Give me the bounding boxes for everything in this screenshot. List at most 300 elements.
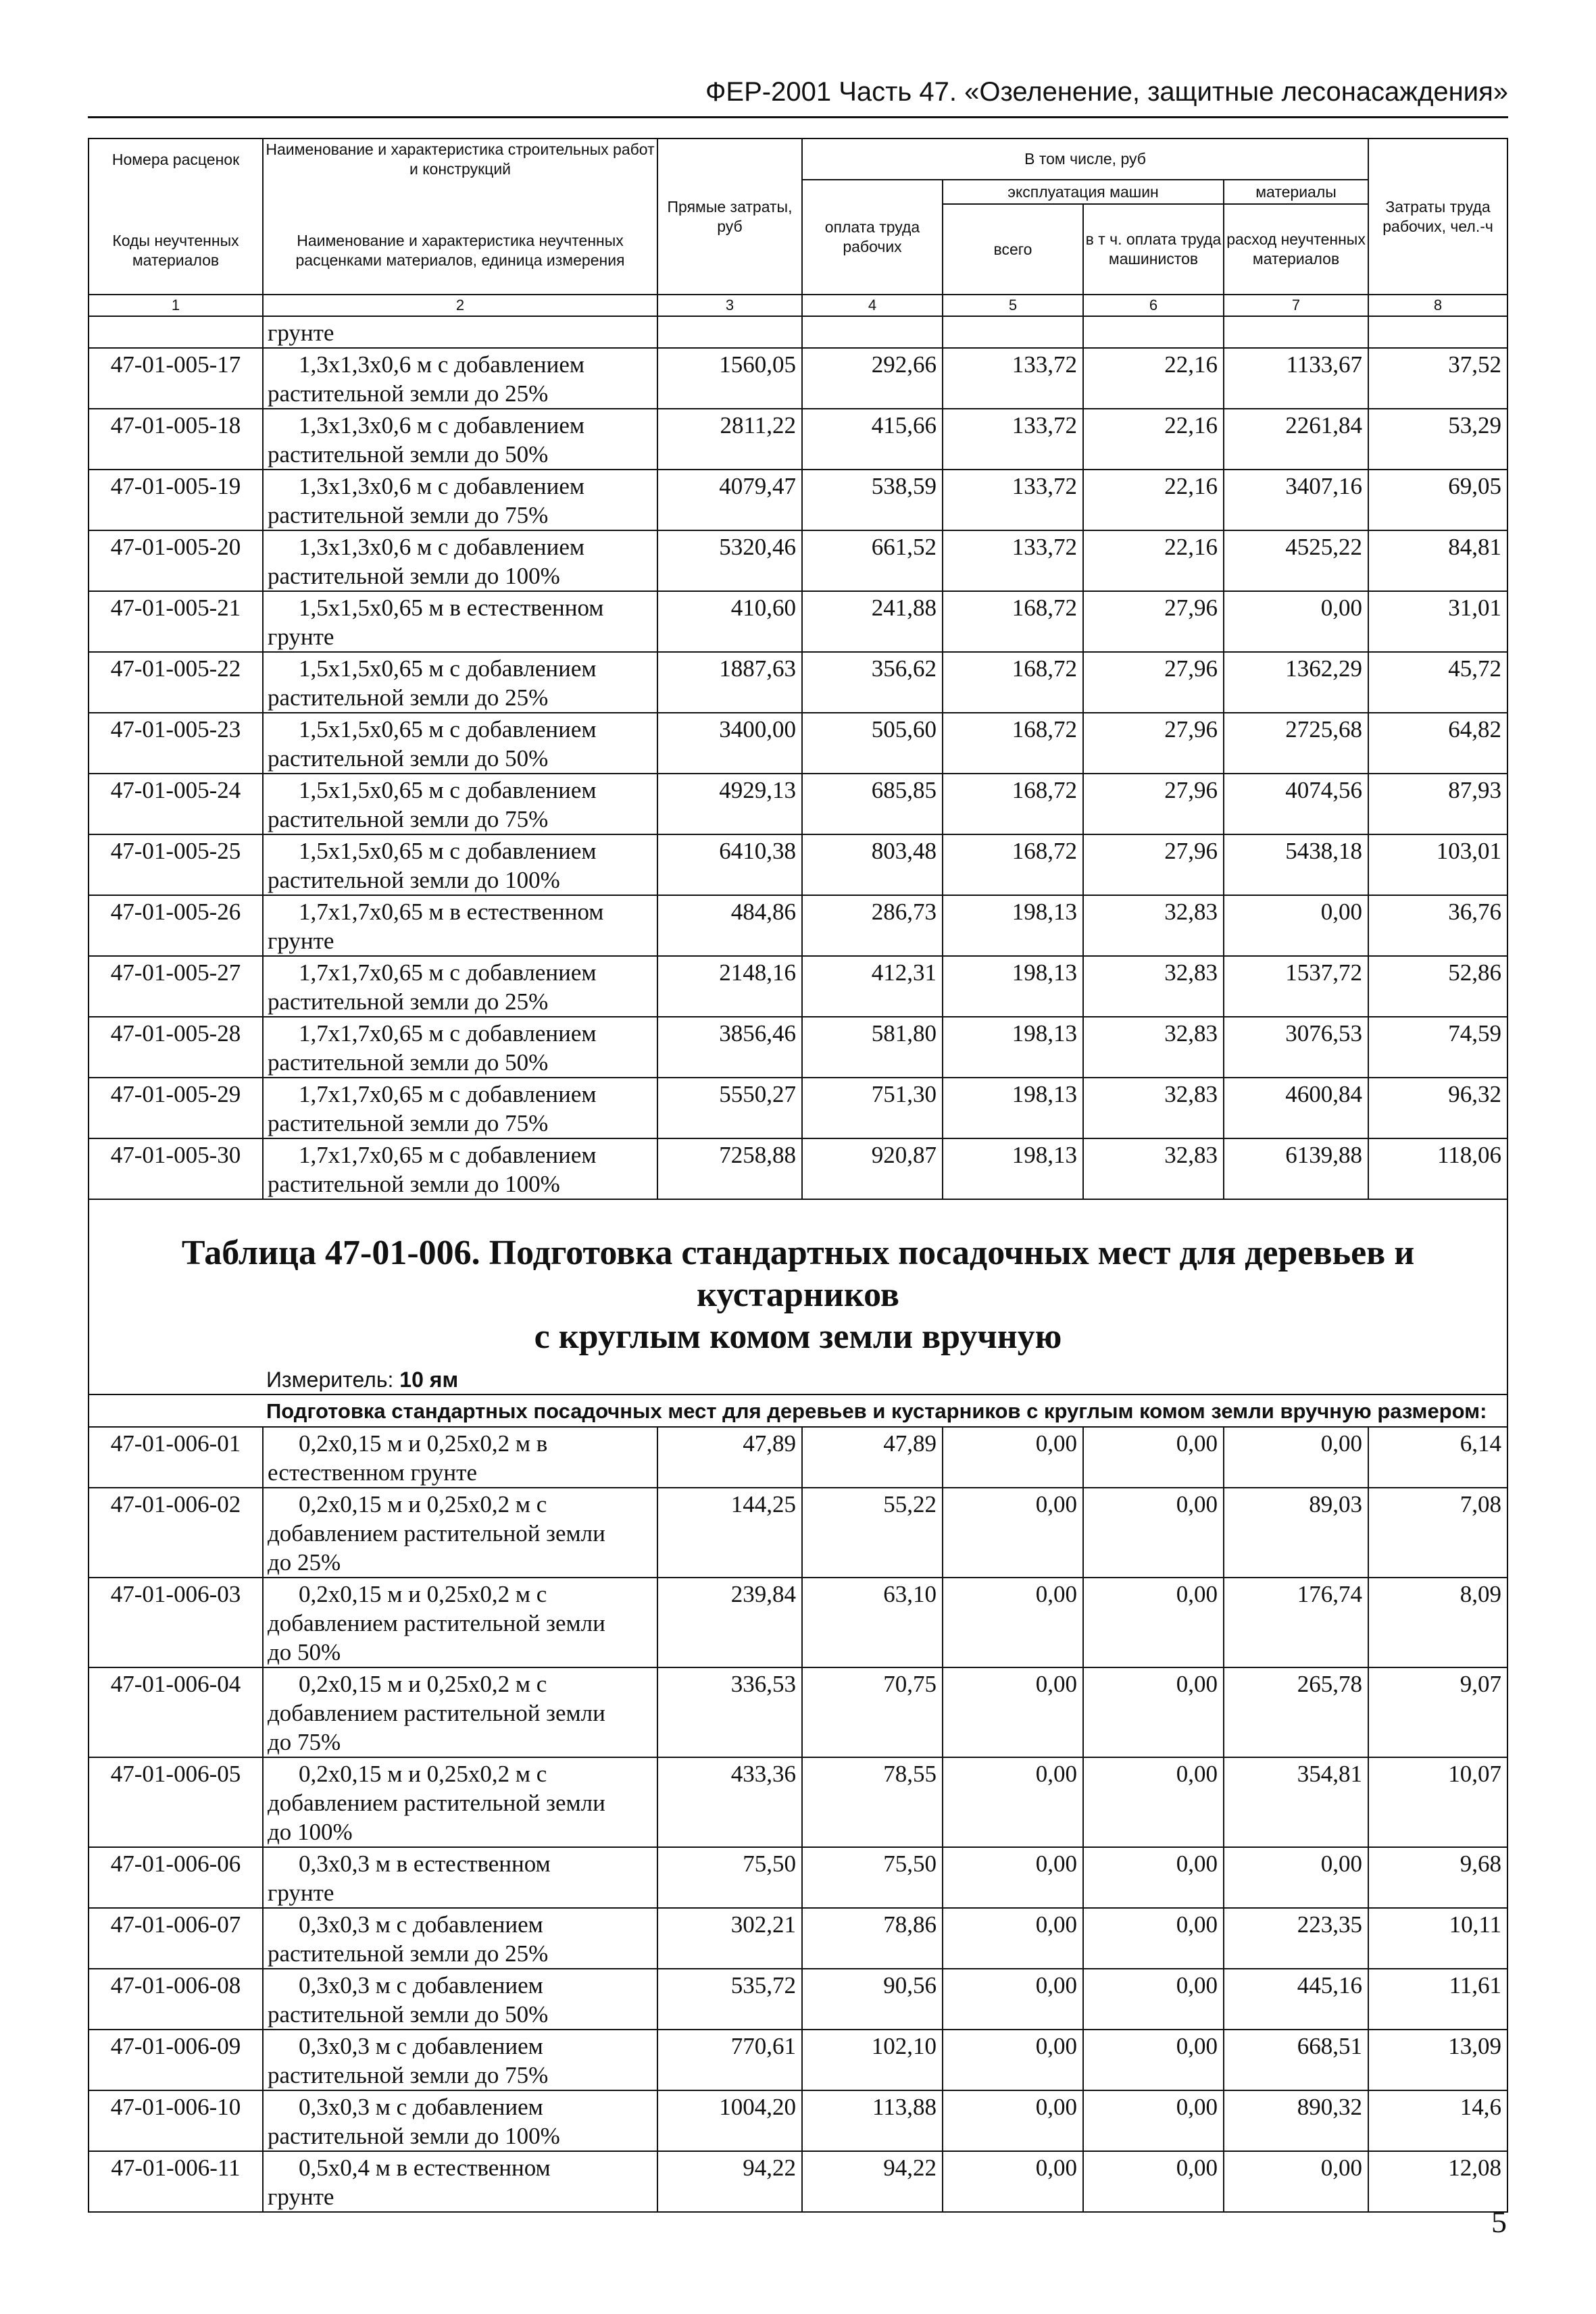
- material-consumption-value: 4074,56: [1224, 774, 1368, 834]
- machines-total-value: 0,00: [943, 1847, 1083, 1908]
- rate-code: 47-01-005-25: [89, 834, 263, 895]
- measure-unit: [89, 1358, 1507, 1394]
- description-line: 1,3x1,3x0,6 м с добавлением: [299, 534, 585, 560]
- column-numbers-row: [89, 295, 1507, 316]
- worker-pay-value: 356,62: [802, 652, 943, 713]
- direct-costs-value: 144,25: [657, 1488, 802, 1578]
- material-consumption-value: 176,74: [1224, 1578, 1368, 1667]
- header-title: ФЕР-2001 Часть 47. «Озеленение, защитные лесонасаждения»: [705, 77, 1508, 107]
- header-machine-operation: эксплуатация машин: [943, 180, 1224, 204]
- description-line: 0,2x0,15 м и 0,25x0,2 м с: [299, 1491, 547, 1517]
- machines-total-value: 0,00: [943, 1427, 1083, 1488]
- direct-costs-value: 535,72: [657, 1969, 802, 2030]
- description-line: растительной земли до 25%: [268, 988, 549, 1015]
- worker-pay-value: 920,87: [802, 1138, 943, 1199]
- description-line: 1,3x1,3x0,6 м с добавлением: [299, 412, 585, 438]
- description-line: растительной земли до 25%: [268, 1940, 549, 1967]
- direct-costs-value: 302,21: [657, 1908, 802, 1969]
- direct-costs-value: 1560,05: [657, 348, 802, 409]
- material-consumption-value: 2261,84: [1224, 409, 1368, 470]
- table-row: [89, 1847, 1507, 1908]
- table-row: [89, 591, 1507, 652]
- labor-hours-value: 36,76: [1368, 895, 1507, 956]
- description-line: добавлением растительной земли: [268, 1790, 605, 1816]
- machinist-pay-value: 32,83: [1083, 1017, 1224, 1078]
- worker-pay-value: 113,88: [802, 2090, 943, 2151]
- machinist-pay-value: 0,00: [1083, 1847, 1224, 1908]
- rate-description: [263, 1578, 657, 1667]
- worker-pay-value: 75,50: [802, 1847, 943, 1908]
- description-line: 1,5x1,5x0,65 м с добавлением: [299, 655, 597, 682]
- column-number: 3: [657, 295, 802, 316]
- worker-pay-value: 538,59: [802, 470, 943, 530]
- direct-costs-value: 2811,22: [657, 409, 802, 470]
- description-line: 1,7x1,7x0,65 м с добавлением: [299, 1020, 597, 1047]
- labor-hours-value: 45,72: [1368, 652, 1507, 713]
- description-line: 0,3x0,3 м с добавлением: [299, 2094, 543, 2120]
- description-line: растительной земли до 100%: [268, 2123, 560, 2149]
- labor-hours-value: 96,32: [1368, 1078, 1507, 1138]
- machinist-pay-value: 0,00: [1083, 2151, 1224, 2212]
- direct-costs-value: 6410,38: [657, 834, 802, 895]
- rate-code: 47-01-005-29: [89, 1078, 263, 1138]
- machines-total-value: 168,72: [943, 713, 1083, 774]
- measure-value: 10 ям: [399, 1367, 459, 1392]
- machinist-pay-value: 0,00: [1083, 1908, 1224, 1969]
- worker-pay-value: 63,10: [802, 1578, 943, 1667]
- machines-total-value: 198,13: [943, 1138, 1083, 1199]
- labor-hours-value: 69,05: [1368, 470, 1507, 530]
- rate-code: 47-01-005-17: [89, 348, 263, 409]
- machines-total-value: 168,72: [943, 591, 1083, 652]
- direct-costs-value: 770,61: [657, 2030, 802, 2090]
- machinist-pay-value: 0,00: [1083, 1578, 1224, 1667]
- table-row: [89, 409, 1507, 470]
- labor-hours-value: 84,81: [1368, 530, 1507, 591]
- worker-pay-value: 94,22: [802, 2151, 943, 2212]
- machines-total-value: 168,72: [943, 652, 1083, 713]
- machinist-pay-value: 22,16: [1083, 348, 1224, 409]
- description-line: добавлением растительной земли: [268, 1700, 605, 1726]
- labor-hours-value: 118,06: [1368, 1138, 1507, 1199]
- description-line: растительной земли до 100%: [268, 563, 560, 589]
- machines-total-value: 0,00: [943, 1578, 1083, 1667]
- machinist-pay-value: 27,96: [1083, 591, 1224, 652]
- rate-code: 47-01-005-23: [89, 713, 263, 774]
- rate-code: 47-01-006-02: [89, 1488, 263, 1578]
- rate-description: [263, 1017, 657, 1078]
- rate-code: 47-01-006-08: [89, 1969, 263, 2030]
- direct-costs-value: 47,89: [657, 1427, 802, 1488]
- machines-total-value: 198,13: [943, 1017, 1083, 1078]
- description-line: растительной земли до 25%: [268, 380, 549, 407]
- table-row: [89, 1667, 1507, 1757]
- description-line: добавлением растительной земли: [268, 1610, 605, 1636]
- labor-hours-value: 12,08: [1368, 2151, 1507, 2212]
- description-line: растительной земли до 75%: [268, 1110, 549, 1136]
- header-machines-total: всего: [943, 204, 1083, 295]
- material-consumption-value: 445,16: [1224, 1969, 1368, 2030]
- description-line: 1,5x1,5x0,65 м в естественном: [299, 595, 604, 621]
- direct-costs-value: 75,50: [657, 1847, 802, 1908]
- worker-pay-value: 661,52: [802, 530, 943, 591]
- description-line: добавлением растительной земли: [268, 1520, 605, 1546]
- labor-hours-value: 37,52: [1368, 348, 1507, 409]
- machines-total-value: 0,00: [943, 1908, 1083, 1969]
- section-title-row: [89, 1199, 1507, 1394]
- labor-hours-value: 74,59: [1368, 1017, 1507, 1078]
- machinist-pay-value: 27,96: [1083, 713, 1224, 774]
- labor-hours-value: 52,86: [1368, 956, 1507, 1017]
- description-line: 1,7x1,7x0,65 м с добавлением: [299, 1142, 597, 1168]
- table-row: [89, 2030, 1507, 2090]
- worker-pay-value: 78,55: [802, 1757, 943, 1847]
- table-row: [89, 1757, 1507, 1847]
- rate-description: [263, 1138, 657, 1199]
- labor-hours-value: 8,09: [1368, 1578, 1507, 1667]
- machinist-pay-value: 32,83: [1083, 895, 1224, 956]
- table-row: [89, 1138, 1507, 1199]
- header-materials: материалы: [1224, 180, 1368, 204]
- direct-costs-value: 410,60: [657, 591, 802, 652]
- rate-description: [263, 1078, 657, 1138]
- rate-code: 47-01-005-30: [89, 1138, 263, 1199]
- description-line: растительной земли до 50%: [268, 2001, 549, 2028]
- header-material-consumption: расход неучтенных материалов: [1224, 204, 1368, 295]
- carryover-text: грунте: [263, 316, 657, 348]
- worker-pay-value: 803,48: [802, 834, 943, 895]
- description-line: растительной земли до 50%: [268, 1049, 549, 1076]
- labor-hours-value: 7,08: [1368, 1488, 1507, 1578]
- table-row: [89, 834, 1507, 895]
- description-line: 0,2x0,15 м и 0,25x0,2 м в: [299, 1430, 548, 1457]
- machinist-pay-value: 32,83: [1083, 1138, 1224, 1199]
- description-line: растительной земли до 100%: [268, 867, 560, 893]
- table-row: [89, 470, 1507, 530]
- description-line: 0,5x0,4 м в естественном: [299, 2155, 551, 2181]
- column-number: 5: [943, 295, 1083, 316]
- material-consumption-value: 2725,68: [1224, 713, 1368, 774]
- header-direct-costs: Прямые затраты, руб: [657, 139, 802, 295]
- direct-costs-value: 336,53: [657, 1667, 802, 1757]
- labor-hours-value: 9,07: [1368, 1667, 1507, 1757]
- description-line: до 50%: [268, 1639, 341, 1665]
- table-row: [89, 713, 1507, 774]
- description-line: растительной земли до 50%: [268, 441, 549, 468]
- direct-costs-value: 2148,16: [657, 956, 802, 1017]
- labor-hours-value: 9,68: [1368, 1847, 1507, 1908]
- rate-description: [263, 1847, 657, 1908]
- labor-hours-value: 11,61: [1368, 1969, 1507, 2030]
- labor-hours-value: 103,01: [1368, 834, 1507, 895]
- carryover-row: [89, 316, 1507, 348]
- machines-total-value: 198,13: [943, 1078, 1083, 1138]
- description-line: растительной земли до 100%: [268, 1171, 560, 1197]
- rate-description: [263, 2151, 657, 2212]
- worker-pay-value: 70,75: [802, 1667, 943, 1757]
- machines-total-value: 168,72: [943, 774, 1083, 834]
- description-line: растительной земли до 75%: [268, 502, 549, 528]
- rate-description: [263, 834, 657, 895]
- rate-description: [263, 2030, 657, 2090]
- material-consumption-value: 3407,16: [1224, 470, 1368, 530]
- rate-code: 47-01-005-21: [89, 591, 263, 652]
- worker-pay-value: 415,66: [802, 409, 943, 470]
- table-row: [89, 1427, 1507, 1488]
- labor-hours-value: 14,6: [1368, 2090, 1507, 2151]
- page-number: 5: [1491, 2205, 1507, 2239]
- machines-total-value: 168,72: [943, 834, 1083, 895]
- section-title-cell: [89, 1199, 1507, 1394]
- table-title-line1: Таблица 47-01-006. Подготовка стандартных посадочных мест для деревьев и кустарников: [181, 1234, 1415, 1314]
- rate-description: [263, 1488, 657, 1578]
- table-row: [89, 956, 1507, 1017]
- direct-costs-value: 5320,46: [657, 530, 802, 591]
- machinist-pay-value: 27,96: [1083, 834, 1224, 895]
- machinist-pay-value: 32,83: [1083, 1078, 1224, 1138]
- rate-description: [263, 713, 657, 774]
- table-row: [89, 1969, 1507, 2030]
- description-line: 0,3x0,3 м с добавлением: [299, 1972, 543, 1998]
- table-row: [89, 1488, 1507, 1578]
- rate-code: 47-01-005-28: [89, 1017, 263, 1078]
- material-consumption-value: 223,35: [1224, 1908, 1368, 1969]
- machinist-pay-value: 27,96: [1083, 774, 1224, 834]
- description-line: грунте: [268, 928, 334, 954]
- direct-costs-value: 3856,46: [657, 1017, 802, 1078]
- material-consumption-value: 1133,67: [1224, 348, 1368, 409]
- worker-pay-value: 78,86: [802, 1908, 943, 1969]
- machines-total-value: 0,00: [943, 1969, 1083, 2030]
- rate-code: 47-01-006-05: [89, 1757, 263, 1847]
- direct-costs-value: 433,36: [657, 1757, 802, 1847]
- description-line: 1,3x1,3x0,6 м с добавлением: [299, 473, 585, 499]
- machinist-pay-value: 22,16: [1083, 470, 1224, 530]
- header-work-name: Наименование и характеристика строительных работ и конструкций: [263, 139, 657, 180]
- worker-pay-value: 47,89: [802, 1427, 943, 1488]
- description-line: 0,2x0,15 м и 0,25x0,2 м с: [299, 1581, 547, 1607]
- labor-hours-value: 53,29: [1368, 409, 1507, 470]
- machines-total-value: 133,72: [943, 348, 1083, 409]
- description-line: грунте: [268, 624, 334, 650]
- labor-hours-value: 10,11: [1368, 1908, 1507, 1969]
- material-consumption-value: 3076,53: [1224, 1017, 1368, 1078]
- rate-code: 47-01-006-01: [89, 1427, 263, 1488]
- direct-costs-value: 7258,88: [657, 1138, 802, 1199]
- material-consumption-value: 4525,22: [1224, 530, 1368, 591]
- machinist-pay-value: 0,00: [1083, 2030, 1224, 2090]
- rate-description: [263, 1667, 657, 1757]
- material-consumption-value: 4600,84: [1224, 1078, 1368, 1138]
- description-line: 1,7x1,7x0,65 м в естественном: [299, 899, 604, 925]
- rate-code: 47-01-005-27: [89, 956, 263, 1017]
- table-row: [89, 530, 1507, 591]
- material-consumption-value: 0,00: [1224, 2151, 1368, 2212]
- table-row: [89, 1078, 1507, 1138]
- worker-pay-value: 292,66: [802, 348, 943, 409]
- rate-code: 47-01-006-07: [89, 1908, 263, 1969]
- description-line: до 25%: [268, 1549, 341, 1576]
- machines-total-value: 0,00: [943, 2151, 1083, 2212]
- rate-description: [263, 1427, 657, 1488]
- rate-code: 47-01-006-06: [89, 1847, 263, 1908]
- material-consumption-value: 1362,29: [1224, 652, 1368, 713]
- material-consumption-value: 5438,18: [1224, 834, 1368, 895]
- rate-code: 47-01-005-22: [89, 652, 263, 713]
- material-consumption-value: 0,00: [1224, 591, 1368, 652]
- material-consumption-value: 354,81: [1224, 1757, 1368, 1847]
- description-line: 1,5x1,5x0,65 м с добавлением: [299, 777, 597, 803]
- machinist-pay-value: 0,00: [1083, 2090, 1224, 2151]
- table-row: [89, 1578, 1507, 1667]
- worker-pay-value: 751,30: [802, 1078, 943, 1138]
- table-row: [89, 652, 1507, 713]
- rate-description: [263, 1908, 657, 1969]
- rate-code: 47-01-006-11: [89, 2151, 263, 2212]
- column-number: 2: [263, 295, 657, 316]
- rate-code: 47-01-005-20: [89, 530, 263, 591]
- rate-description: [263, 591, 657, 652]
- description-line: 1,7x1,7x0,65 м с добавлением: [299, 959, 597, 986]
- description-line: 1,5x1,5x0,65 м с добавлением: [299, 716, 597, 743]
- rate-description: [263, 470, 657, 530]
- table-row: [89, 2151, 1507, 2212]
- rate-description: [263, 1969, 657, 2030]
- table-row: [89, 1017, 1507, 1078]
- description-line: 0,3x0,3 м с добавлением: [299, 2033, 543, 2059]
- header-labor-hours: Затраты труда рабочих, чел.-ч: [1368, 139, 1507, 295]
- labor-hours-value: 87,93: [1368, 774, 1507, 834]
- machinist-pay-value: 0,00: [1083, 1757, 1224, 1847]
- machinist-pay-value: 22,16: [1083, 530, 1224, 591]
- labor-hours-value: 64,82: [1368, 713, 1507, 774]
- description-line: грунте: [268, 2184, 334, 2210]
- direct-costs-value: 5550,27: [657, 1078, 802, 1138]
- machines-total-value: 0,00: [943, 2030, 1083, 2090]
- machines-total-value: 133,72: [943, 470, 1083, 530]
- machinist-pay-value: 0,00: [1083, 1427, 1224, 1488]
- direct-costs-value: 4079,47: [657, 470, 802, 530]
- material-consumption-value: 890,32: [1224, 2090, 1368, 2151]
- rates-document: [88, 138, 1507, 2213]
- description-line: до 100%: [268, 1819, 353, 1845]
- rate-description: [263, 895, 657, 956]
- table-row: [89, 1908, 1507, 1969]
- direct-costs-value: 1887,63: [657, 652, 802, 713]
- rate-code: 47-01-005-26: [89, 895, 263, 956]
- machines-total-value: 198,13: [943, 956, 1083, 1017]
- header-worker-pay: оплата труда рабочих: [802, 180, 943, 295]
- labor-hours-value: 10,07: [1368, 1757, 1507, 1847]
- machinist-pay-value: 27,96: [1083, 652, 1224, 713]
- description-line: 0,2x0,15 м и 0,25x0,2 м с: [299, 1761, 547, 1787]
- rate-code: 47-01-005-18: [89, 409, 263, 470]
- rate-description: [263, 409, 657, 470]
- description-line: 1,3x1,3x0,6 м с добавлением: [299, 351, 585, 378]
- header-row-1: [89, 139, 1507, 180]
- table-title: [89, 1200, 1507, 1358]
- worker-pay-value: 505,60: [802, 713, 943, 774]
- description-line: 0,2x0,15 м и 0,25x0,2 м с: [299, 1671, 547, 1697]
- table-title-line2: с круглым комом земли вручную: [534, 1317, 1062, 1356]
- material-consumption-value: 0,00: [1224, 1847, 1368, 1908]
- section-subhead-row: [89, 1394, 1507, 1427]
- machinist-pay-value: 0,00: [1083, 1488, 1224, 1578]
- direct-costs-value: 1004,20: [657, 2090, 802, 2151]
- column-number: 7: [1224, 295, 1368, 316]
- measure-label: Измеритель:: [266, 1367, 394, 1392]
- worker-pay-value: 241,88: [802, 591, 943, 652]
- direct-costs-value: 94,22: [657, 2151, 802, 2212]
- description-line: растительной земли до 75%: [268, 2062, 549, 2088]
- machines-total-value: 0,00: [943, 1667, 1083, 1757]
- rate-code: 47-01-006-10: [89, 2090, 263, 2151]
- rate-code: 47-01-006-03: [89, 1578, 263, 1667]
- rate-description: [263, 1757, 657, 1847]
- material-consumption-value: 265,78: [1224, 1667, 1368, 1757]
- description-line: растительной земли до 75%: [268, 806, 549, 832]
- labor-hours-value: 13,09: [1368, 2030, 1507, 2090]
- machinist-pay-value: 22,16: [1083, 409, 1224, 470]
- description-line: 0,3x0,3 м в естественном: [299, 1851, 551, 1877]
- worker-pay-value: 102,10: [802, 2030, 943, 2090]
- machines-total-value: 133,72: [943, 409, 1083, 470]
- column-number: 4: [802, 295, 943, 316]
- machinist-pay-value: 0,00: [1083, 1969, 1224, 2030]
- description-line: естественном грунте: [268, 1459, 477, 1486]
- table-row: [89, 348, 1507, 409]
- column-number: 8: [1368, 295, 1507, 316]
- page-header: [88, 73, 1508, 118]
- column-number: 1: [89, 295, 263, 316]
- rate-description: [263, 774, 657, 834]
- rate-description: [263, 652, 657, 713]
- material-consumption-value: 89,03: [1224, 1488, 1368, 1578]
- labor-hours-value: 31,01: [1368, 591, 1507, 652]
- table-row: [89, 895, 1507, 956]
- rate-code: 47-01-006-04: [89, 1667, 263, 1757]
- rates-table: [88, 138, 1508, 2213]
- material-consumption-value: 0,00: [1224, 895, 1368, 956]
- machines-total-value: 0,00: [943, 2090, 1083, 2151]
- worker-pay-value: 55,22: [802, 1488, 943, 1578]
- worker-pay-value: 286,73: [802, 895, 943, 956]
- header-material-codes: Коды неучтенных материалов: [89, 180, 263, 295]
- rate-code: 47-01-005-19: [89, 470, 263, 530]
- table-row: [89, 2090, 1507, 2151]
- header-material-name: Наименование и характеристика неучтенных расценками материалов, единица измерения: [263, 180, 657, 295]
- description-line: 1,7x1,7x0,65 м с добавлением: [299, 1081, 597, 1107]
- direct-costs-value: 3400,00: [657, 713, 802, 774]
- rate-description: [263, 2090, 657, 2151]
- rate-description: [263, 348, 657, 409]
- description-line: 0,3x0,3 м с добавлением: [299, 1911, 543, 1938]
- description-line: грунте: [268, 1880, 334, 1906]
- description-line: до 75%: [268, 1729, 341, 1755]
- machines-total-value: 0,00: [943, 1757, 1083, 1847]
- rate-code: 47-01-006-09: [89, 2030, 263, 2090]
- section-subhead: Подготовка стандартных посадочных мест для деревьев и кустарников с круглым комом земли вручную размером:: [89, 1394, 1507, 1427]
- machines-total-value: 0,00: [943, 1488, 1083, 1578]
- rate-code: 47-01-005-24: [89, 774, 263, 834]
- worker-pay-value: 90,56: [802, 1969, 943, 2030]
- machinist-pay-value: 32,83: [1083, 956, 1224, 1017]
- description-line: 1,5x1,5x0,65 м с добавлением: [299, 838, 597, 864]
- header-rate-numbers: Номера расценок: [89, 139, 263, 180]
- machines-total-value: 198,13: [943, 895, 1083, 956]
- header-machinist-pay: в т ч. оплата труда машинистов: [1083, 204, 1224, 295]
- description-line: растительной земли до 50%: [268, 745, 549, 772]
